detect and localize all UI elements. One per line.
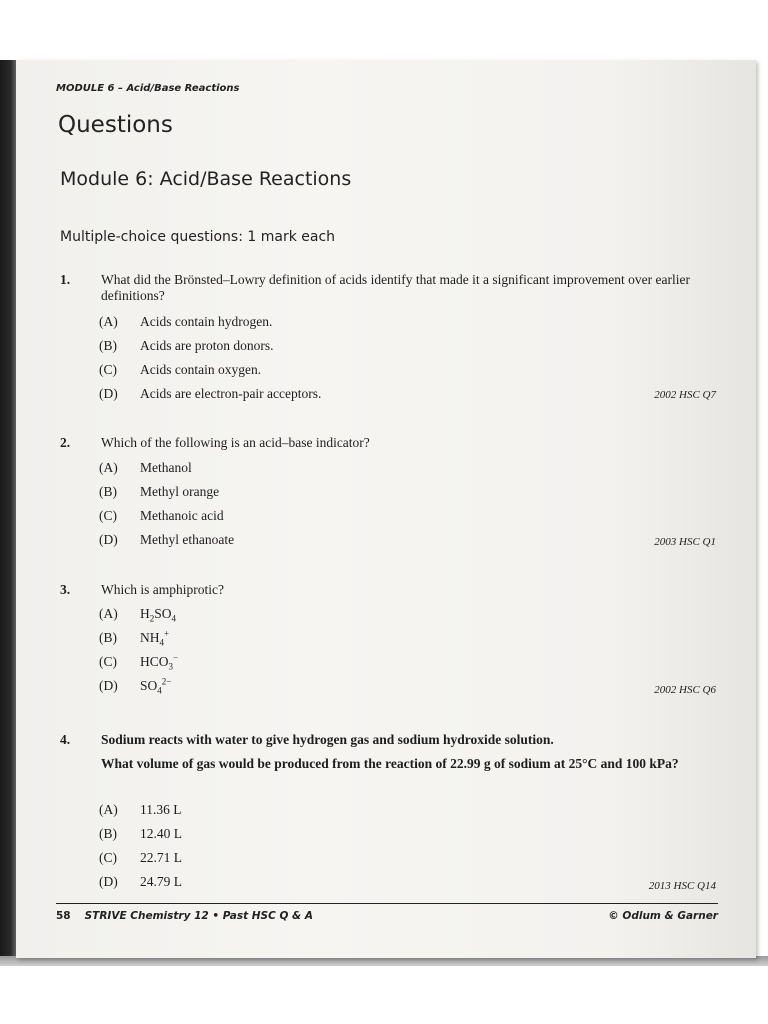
option-letter: (B) (99, 484, 117, 499)
question-reference: 2002 HSC Q7 (654, 389, 716, 401)
option-text: Acids contain hydrogen. (140, 314, 273, 329)
option-text: Methyl ethanoate (140, 532, 235, 547)
formula: $NH_4^+$ (140, 628, 170, 648)
option-text: 22.71 L (140, 850, 182, 865)
question-stem-2: What volume of gas would be produced from the reaction of 22.99 g of sodium at 25°C and 100 kPa? (101, 756, 679, 771)
option-letter: (A) (99, 802, 118, 817)
option-letter: (C) (99, 508, 117, 523)
option-d (99, 532, 234, 548)
question-number: 4. (60, 732, 71, 747)
question-reference: 2003 HSC Q1 (654, 536, 716, 548)
question-number: 2. (60, 435, 71, 450)
option-text: Acids are proton donors. (140, 338, 274, 353)
question-3 (56, 582, 716, 696)
option-text: Acids are electron-pair acceptors. (140, 386, 322, 401)
option-text: Methanoic acid (140, 508, 224, 523)
question-reference: 2013 HSC Q14 (648, 880, 716, 892)
option-a (99, 460, 192, 476)
option-letter: (D) (99, 678, 118, 693)
option-b (99, 630, 169, 646)
module-title: Module 6: Acid/Base Reactions (60, 168, 352, 190)
book-title: STRIVE Chemistry 12 • Past HSC Q & A (84, 910, 313, 922)
question-stem: Which is amphiprotic? (101, 582, 224, 597)
option-letter: (C) (99, 850, 117, 865)
question-stem: Which of the following is an acid–base indicator? (101, 435, 370, 450)
question-2 (56, 435, 716, 550)
option-text: 11.36 L (140, 802, 182, 817)
option-letter: (A) (99, 460, 118, 475)
question-stem: Sodium reacts with water to give hydrogen gas and sodium hydroxide solution. (101, 732, 554, 747)
option-d (99, 874, 182, 890)
question-stem: What did the Brönsted–Lowry definition of acids identify that made it a significant improvement over earlier definitions? (101, 272, 690, 303)
option-letter: (B) (99, 630, 117, 645)
footer-divider (56, 903, 718, 904)
option-letter: (D) (99, 532, 118, 547)
option-b (99, 484, 219, 500)
running-head: MODULE 6 – Acid/Base Reactions (56, 83, 240, 94)
book-page (16, 60, 756, 958)
option-letter: (B) (99, 826, 117, 841)
option-letter: (A) (99, 314, 118, 329)
option-b (99, 826, 182, 842)
copyright: © Odlum & Garner (608, 910, 718, 922)
option-c (99, 850, 182, 866)
option-d (99, 386, 321, 402)
formula: $H_2SO_4$ (140, 606, 177, 624)
formula: $HCO_3^-$ (140, 652, 179, 672)
page-title: Questions (58, 112, 173, 138)
option-letter: (A) (99, 606, 118, 621)
option-a (99, 802, 182, 818)
option-c (99, 362, 261, 378)
option-a (99, 606, 176, 622)
option-c (99, 654, 178, 670)
question-4 (56, 732, 716, 892)
question-number: 1. (60, 272, 71, 287)
option-a (99, 314, 272, 330)
option-b (99, 338, 273, 354)
section-heading: Multiple-choice questions: 1 mark each (60, 229, 336, 245)
page-number: 58 (56, 910, 71, 922)
option-text: 24.79 L (140, 874, 182, 889)
question-reference: 2002 HSC Q6 (654, 684, 716, 696)
option-c (99, 508, 224, 524)
option-letter: (B) (99, 338, 117, 353)
question-number: 3. (60, 582, 71, 597)
question-1 (56, 272, 716, 401)
option-letter: (D) (99, 386, 118, 401)
option-letter: (D) (99, 874, 118, 889)
footer-left (56, 910, 313, 922)
option-text: Methyl orange (140, 484, 220, 499)
option-text: Acids contain oxygen. (140, 362, 262, 377)
formula: $SO_4^{2-}$ (140, 676, 172, 696)
option-text: 12.40 L (140, 826, 182, 841)
option-letter: (C) (99, 362, 117, 377)
option-text: Methanol (140, 460, 192, 475)
option-letter: (C) (99, 654, 117, 669)
option-d (99, 678, 171, 694)
